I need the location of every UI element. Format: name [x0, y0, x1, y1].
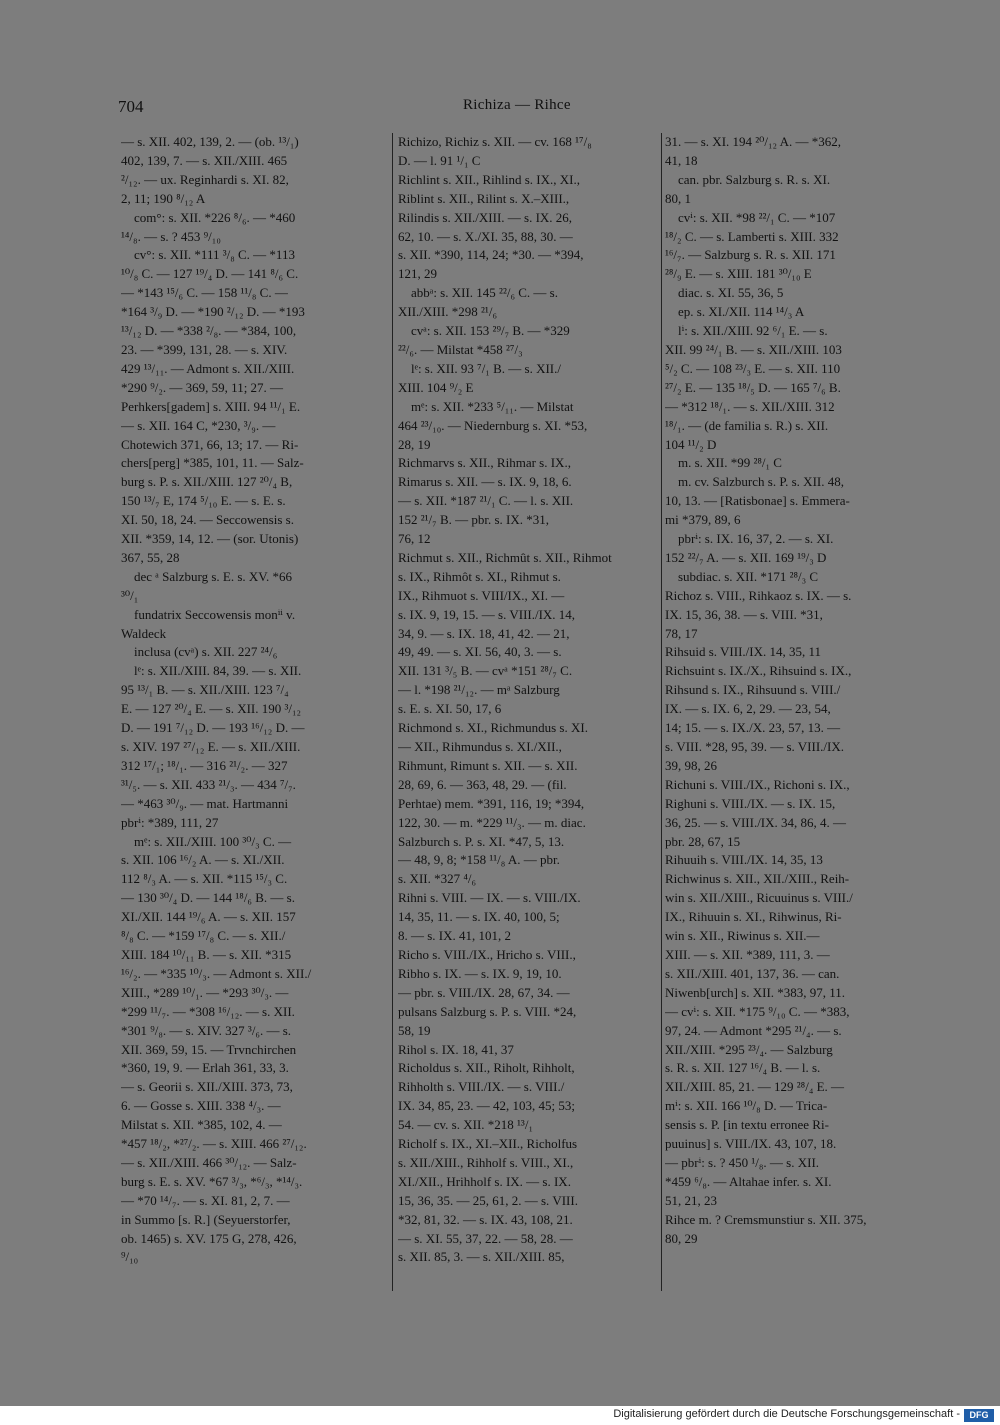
text-line: — *312 ¹⁸/₁. — s. XII./XIII. 312 [665, 398, 835, 414]
text-line: s. E. s. XI. 50, 17, 6 [398, 701, 502, 717]
text-line: XII. 99 ²⁴/₁ B. — s. XII./XIII. 103 [665, 341, 842, 357]
text-line: pbrⁱ: *389, 111, 27 [121, 814, 219, 830]
text-line: IX., Rihmuot s. VIII/IX., XI. — [398, 587, 565, 603]
text-line: *360, 19, 9. — Erlah 361, 33, 3. [121, 1060, 289, 1076]
text-line: s. IX., Rihmôt s. XI., Rihmut s. [398, 568, 561, 584]
text-line: burg s. P. s. XII./XIII. 127 ²⁰/₄ B, [121, 474, 293, 490]
text-line: s. XII. 106 ¹⁶/₂ A. — s. XI./XII. [121, 852, 285, 868]
text-line: Rihmunt, Rimunt s. XII. — s. XII. [398, 757, 578, 773]
footer-text: Digitalisierung gefördert durch die Deutsche Forschungsgemeinschaft - [613, 1408, 960, 1420]
text-line: ¹⁶/₇. — Salzburg s. R. s. XII. 171 [665, 247, 836, 263]
text-line: 121, 29 [398, 266, 437, 282]
text-line: XIII. 104 ⁹/₂ E [398, 379, 474, 395]
text-line: Richsuint s. IX./X., Rihsuind s. IX., [665, 663, 852, 679]
text-line: Waldeck [121, 625, 167, 641]
text-line: ³⁰/₁ [121, 587, 139, 603]
text-line: fundatrix Seccowensis monⁱⁱ v. [134, 606, 296, 622]
text-line: XII. *359, 14, 12. — (sor. Utonis) [121, 531, 299, 547]
text-line: XII. 131 ³/₅ B. — cvᵃ *151 ²⁸/₇ C. [398, 663, 573, 679]
text-line: 104 ¹¹/₂ D [665, 436, 717, 452]
text-line: inclusa (cvᵃ) s. XII. 227 ²⁴/₆ [134, 644, 278, 660]
text-line: ³¹/₅. — s. XII. 433 ²¹/₃. — 434 ⁷/₇. [121, 776, 296, 792]
text-line: ¹⁴/₈. — s. ? 453 ⁹/₁₀ [121, 228, 221, 244]
text-line: ¹⁰/₈ C. — 127 ¹⁹/₄ D. — 141 ⁸/₆ C. [121, 266, 299, 282]
text-line: Rihuuih s. VIII./IX. 14, 35, 13 [665, 852, 823, 868]
text-line: m. s. XII. *99 ²⁸/₁ C [678, 455, 782, 471]
text-line: Richuni s. VIII./IX., Richoni s. IX., [665, 776, 850, 792]
text-line: Rihsund s. IX., Rihsuund s. VIII./ [665, 682, 841, 698]
text-line: 14, 35, 11. — s. IX. 40, 100, 5; [398, 909, 560, 925]
text-line: 78, 17 [665, 625, 698, 641]
text-line: win s. XII./XIII., Ricuuinus s. VIII./ [665, 890, 853, 906]
text-line: 429 ¹³/₁₁. — Admont s. XII./XIII. [121, 360, 295, 376]
text-line: Richlint s. XII., Rihlind s. IX., XI., [398, 171, 580, 187]
text-line: ob. 1465) s. XV. 175 G, 278, 426, [121, 1230, 297, 1246]
text-line: Salzburch s. P. s. XI. *47, 5, 13. [398, 833, 565, 849]
text-line: com°: s. XII. *226 ⁸/₆. — *460 [134, 209, 296, 225]
text-line: D. — l. 91 ¹/₁ C [398, 152, 481, 168]
text-line: XIII., *289 ¹⁰/₁. — *293 ³⁰/₃. — [121, 984, 289, 1000]
text-line: 402, 139, 7. — s. XII./XIII. 465 [121, 152, 288, 168]
text-line: 39, 98, 26 [665, 757, 717, 773]
text-line: *290 ⁹/₂. — 369, 59, 11; 27. — [121, 379, 284, 395]
text-line: mi *379, 89, 6 [665, 512, 741, 528]
text-line: — l. *198 ²¹/₁₂. — mᵃ Salzburg [398, 682, 560, 698]
text-line: abbᵃ: s. XII. 145 ²²/₆ C. — s. [411, 285, 558, 301]
text-line: Richo s. VIII./IX., Hricho s. VIII., [398, 946, 576, 962]
text-line: *299 ¹¹/₇. — *308 ¹⁶/₁₂. — s. XII. [121, 1003, 295, 1019]
text-line: Rihsuid s. VIII./IX. 14, 35, 11 [665, 644, 821, 660]
text-line: Rihholth s. VIII./IX. — s. VIII./ [398, 1079, 565, 1095]
text-line: *164 ³/₉ D. — *190 ²/₁₂ D. — *193 [121, 304, 305, 320]
text-line: 464 ²³/₁₀. — Niedernburg s. XI. *53, [398, 417, 588, 433]
text-line: 23. — *399, 131, 28. — s. XIV. [121, 341, 288, 357]
text-line: Perhkers[gadem] s. XIII. 94 ¹¹/₁ E. [121, 398, 301, 414]
column-3 [665, 133, 923, 1248]
column-rule-left [392, 133, 393, 1291]
text-line: s. XII. 85, 3. — s. XII./XIII. 85, [398, 1249, 565, 1265]
text-line: 41, 18 [665, 152, 698, 168]
text-line: s. VIII. *28, 95, 39. — s. VIII./IX. [665, 739, 844, 754]
text-line: mᵉ: s. XII. *233 ⁵/₁₁. — Milstat [411, 398, 574, 414]
text-line: — s. XII. *187 ²¹/₁ C. — l. s. XII. [398, 493, 574, 509]
text-line: D. — 191 ⁷/₁₂ D. — 193 ¹⁶/₁₂ D. — [121, 720, 305, 736]
text-line: burg s. E. s. XV. *67 ³/₃, *⁶/₃, *¹⁴/₃. [121, 1173, 303, 1189]
text-line: Richmarvs s. XII., Rihmar s. IX., [398, 455, 571, 471]
text-line: 150 ¹³/₇ E, 174 ⁵/₁₀ E. — s. E. s. [121, 493, 286, 509]
text-line: — s. XI. 55, 37, 22. — 58, 28. — [398, 1230, 573, 1246]
text-line: puuinus] s. VIII./IX. 43, 107, 18. [665, 1136, 837, 1152]
text-line: — s. Georii s. XII./XIII. 373, 73, [121, 1079, 293, 1095]
text-line: XIII. — s. XII. *389, 111, 3. — [665, 946, 830, 962]
text-line: lᵉ: s. XII./XIII. 84, 39. — s. XII. [134, 663, 302, 679]
text-line: 36, 25. — s. VIII./IX. 34, 86, 4. — [665, 814, 847, 830]
text-line: — s. XII./XIII. 466 ³⁰/₁₂. — Salz- [121, 1154, 297, 1170]
text-line: E. — 127 ²⁰/₄ E. — s. XII. 190 ³/₁₂ [121, 701, 302, 717]
text-line: s. XII./XIII., Rihholf s. VIII., XI., [398, 1154, 574, 1170]
text-line: — *70 ¹⁴/₇. — s. XI. 81, 2, 7. — [121, 1192, 290, 1208]
text-line: subdiac. s. XII. *171 ²⁸/₃ C [678, 568, 819, 584]
text-line: Milstat s. XII. *385, 102, 4. — [121, 1117, 282, 1133]
text-line: m. cv. Salzburch s. P. s. XII. 48, [678, 474, 844, 490]
column-1 [121, 133, 386, 1267]
text-line: Rimarus s. XII. — s. IX. 9, 18, 6. [398, 474, 572, 490]
page-number: 704 [118, 97, 144, 116]
text-line: XIII. 184 ¹⁰/₁₁ B. — s. XII. *315 [121, 946, 292, 962]
text-line: ¹⁸/₁. — (de familia s. R.) s. XII. [665, 417, 829, 433]
text-line: 367, 55, 28 [121, 549, 180, 565]
text-line: — pbrⁱ: s. ? 450 ¹/₈. — s. XII. [665, 1154, 820, 1170]
text-line: 31. — s. XI. 194 ²⁰/₁₂ A. — *362, [665, 134, 841, 149]
text-line: ⁵/₂ C. — 108 ²³/₃ E. — s. XII. 110 [665, 360, 841, 376]
text-line: *32, 81, 32. — s. IX. 43, 108, 21. [398, 1211, 573, 1227]
digitization-footer [0, 1406, 1000, 1425]
text-line: ¹⁸/₂ C. — s. Lamberti s. XIII. 332 [665, 228, 839, 244]
text-line: s. XIV. 197 ²⁷/₁₂ E. — s. XII./XIII. [121, 739, 301, 754]
text-line: 6. — Gosse s. XIII. 338 ⁴/₃. — [121, 1098, 281, 1114]
text-line: 80, 1 [665, 190, 691, 206]
text-line: mᵉ: s. XII./XIII. 100 ³⁰/₃ C. — [134, 833, 292, 849]
text-line: cvᵃ: s. XII. 153 ²⁹/₇ B. — *329 [411, 323, 570, 339]
text-line: 54. — cv. s. XII. *218 ¹³/₁ [398, 1117, 533, 1133]
text-line: Chotewich 371, 66, 13; 17. — Ri- [121, 436, 299, 452]
text-line: mⁱ: s. XII. 166 ¹⁰/₈ D. — Trica- [665, 1098, 828, 1114]
text-line: 49, 49. — s. XI. 56, 40, 3. — s. [398, 644, 562, 660]
text-line: pulsans Salzburg s. P. s. VIII. *24, [398, 1003, 577, 1019]
text-line: — 48, 9, 8; *158 ¹¹/₈ A. — pbr. [398, 852, 560, 868]
text-line: s. XII. *327 ⁴/₆ [398, 871, 477, 887]
text-line: win s. XII., Riwinus s. XII.— [665, 928, 820, 944]
text-line: s. XII. *390, 114, 24; *30. — *394, [398, 247, 584, 263]
text-line: 122, 30. — m. *229 ¹¹/₃. — m. diac. [398, 814, 586, 830]
text-line: ²⁷/₂ E. — 135 ¹⁸/₅ D. — 165 ⁷/₆ B. [665, 379, 841, 395]
text-line: Perhtae) mem. *391, 116, 19; *394, [398, 795, 585, 811]
text-line: s. XII./XIII. 401, 137, 36. — can. [665, 965, 840, 981]
text-line: ⁹/₁₀ [121, 1249, 139, 1265]
text-line: lᵉ: s. XII. 93 ⁷/₁ B. — s. XII./ [411, 360, 561, 376]
text-line: XI. 50, 18, 24. — Seccowensis s. [121, 512, 294, 528]
text-line: 152 ²²/₇ A. — s. XII. 169 ¹⁹/₃ D [665, 549, 827, 565]
text-line: — pbr. s. VIII./IX. 28, 67, 34. — [398, 984, 570, 1000]
text-line: ¹⁶/₂. — *335 ¹⁰/₃. — Admont s. XII./ [121, 965, 312, 981]
text-line: XII./XIII. 85, 21. — 129 ²⁸/₄ E. — [665, 1079, 845, 1095]
text-line: Riblint s. XII., Rilint s. X.–XIII., [398, 190, 570, 206]
text-line: ²²/₆. — Milstat *458 ²⁷/₃ [398, 341, 523, 357]
text-line: 28, 19 [398, 436, 431, 452]
text-line: 152 ²¹/₇ B. — pbr. s. IX. *31, [398, 512, 549, 528]
text-line: 8. — s. IX. 41, 101, 2 [398, 928, 512, 944]
text-line: Rihni s. VIII. — IX. — s. VIII./IX. [398, 890, 581, 906]
text-line: *457 ¹⁸/₂, *²⁷/₂. — s. XIII. 466 ²⁷/₁₂. [121, 1136, 307, 1152]
text-line: Richmond s. XI., Richmundus s. XI. [398, 720, 588, 736]
text-line: Richolf s. IX., XI.–XII., Richolfus [398, 1136, 578, 1152]
text-line: ¹³/₁₂ D. — *338 ²/₈. — *384, 100, [121, 323, 297, 339]
text-line: — XII., Rihmundus s. XI./XII., [398, 739, 562, 754]
text-line: s. R. s. XII. 127 ¹⁶/₄ B. — l. s. [665, 1060, 821, 1076]
text-line: XII./XIII. *295 ²³/₄. — Salzburg [665, 1041, 833, 1057]
text-line: ²/₁₂. — ux. Reginhardi s. XI. 82, [121, 171, 289, 187]
text-line: 10, 13. — [Ratisbonae] s. Emmera- [665, 493, 850, 509]
text-line: cvⁱ: s. XII. *98 ²²/₁ C. — *107 [678, 209, 836, 225]
text-line: 58, 19 [398, 1022, 431, 1038]
text-line: chers[perg] *385, 101, 11. — Salz- [121, 455, 304, 471]
column-2 [398, 133, 660, 1267]
text-line: IX., Rihuuin s. XI., Rihwinus, Ri- [665, 909, 842, 925]
text-line: 112 ⁸/₃ A. — s. XII. *115 ¹⁵/₃ C. [121, 871, 288, 887]
text-line: 76, 12 [398, 531, 431, 547]
text-line: ²⁸/₉ E. — s. XIII. 181 ³⁰/₁₀ E [665, 266, 812, 282]
text-line: *301 ⁹/₈. — s. XIV. 327 ³/₆. — s. [121, 1022, 292, 1038]
text-line: in Summo [s. R.] (Seyuerstorfer, [121, 1211, 291, 1227]
running-head: Richiza — Rihce [463, 97, 571, 113]
text-line: pbrⁱ: s. IX. 16, 37, 2. — s. XI. [678, 531, 834, 547]
text-line: Ribho s. IX. — s. IX. 9, 19, 10. [398, 965, 562, 981]
text-line: 80, 29 [665, 1230, 698, 1246]
text-line: IX. 34, 85, 23. — 42, 103, 45; 53; [398, 1098, 575, 1114]
text-line: XII. 369, 59, 15. — Trvnchirchen [121, 1041, 297, 1057]
text-line: Rilindis s. XII./XIII. — s. IX. 26, [398, 209, 573, 225]
text-line: ⁸/₈ C. — *159 ¹⁷/₈ C. — s. XII./ [121, 928, 286, 944]
text-line: Niwenb[urch] s. XII. *383, 97, 11. [665, 984, 846, 1000]
text-line: Rihce m. ? Cremsmunstiur s. XII. 375, [665, 1211, 867, 1227]
text-line: 51, 21, 23 [665, 1192, 717, 1208]
text-line: Richmut s. XII., Richmût s. XII., Rihmot [398, 549, 612, 565]
text-line: 34, 9. — s. IX. 18, 41, 42. — 21, [398, 625, 570, 641]
text-line: — *463 ³⁰/₉. — mat. Hartmanni [121, 795, 289, 811]
text-line: IX. — s. IX. 6, 2, 29. — 23, 54, [665, 701, 831, 717]
text-line: 62, 10. — s. X./XI. 35, 88, 30. — [398, 228, 573, 244]
text-line: can. pbr. Salzburg s. R. s. XI. [678, 171, 831, 187]
text-line: Richoldus s. XII., Riholt, Rihholt, [398, 1060, 575, 1076]
text-line: ep. s. XI./XII. 114 ¹⁴/₃ A [678, 304, 805, 320]
text-line: Richwinus s. XII., XII./XIII., Reih- [665, 871, 850, 887]
text-line: 14; 15. — s. IX./X. 23, 57, 13. — [665, 720, 841, 736]
text-line: dec ᵃ Salzburg s. E. s. XV. *66 [134, 568, 292, 584]
text-line: 28, 69, 6. — 363, 48, 29. — (fil. [398, 776, 567, 792]
text-line: XI./XII., Hrihholf s. IX. — s. IX. [398, 1173, 571, 1189]
text-line: 15, 36, 35. — 25, 61, 2. — s. VIII. [398, 1192, 578, 1208]
text-line: — 130 ³⁰/₄ D. — 144 ¹⁸/₆ B. — s. [121, 890, 295, 906]
text-line: Richizo, Richiz s. XII. — cv. 168 ¹⁷/₈ [398, 134, 592, 149]
text-line: — s. XII. 164 C, *230, ³/₉. — [121, 417, 276, 433]
text-line: lⁱ: s. XII./XIII. 92 ⁶/₁ E. — s. [678, 323, 828, 339]
text-line: Righuni s. VIII./IX. — s. IX. 15, [665, 795, 836, 811]
text-line: Richoz s. VIII., Rihkaoz s. IX. — s. [665, 587, 852, 603]
text-line: sensis s. P. [in textu erronee Ri- [665, 1117, 829, 1133]
text-line: — cvⁱ: s. XII. *175 ⁹/₁₀ C. — *383, [665, 1003, 850, 1019]
text-line: XII./XIII. *298 ²¹/₆ [398, 304, 497, 320]
text-line: diac. s. XI. 55, 36, 5 [678, 285, 784, 301]
dfg-logo: DFG [964, 1409, 994, 1422]
text-line: s. IX. 9, 19, 15. — s. VIII./IX. 14, [398, 606, 576, 622]
text-line: — *143 ¹⁵/₆ C. — 158 ¹¹/₈ C. — [121, 285, 288, 301]
text-line: pbr. 28, 67, 15 [665, 833, 741, 849]
text-line: IX. 15, 36, 38. — s. VIII. *31, [665, 606, 823, 622]
text-line: *459 ⁶/₈. — Altahae infer. s. XI. [665, 1173, 832, 1189]
text-line: cv°: s. XII. *111 ³/₈ C. — *113 [134, 247, 295, 263]
text-line: Rihol s. IX. 18, 41, 37 [398, 1041, 514, 1057]
text-line: 95 ¹³/₁ B. — s. XII./XIII. 123 ⁷/₄ [121, 682, 289, 698]
text-line: XI./XII. 144 ¹⁹/₆ A. — s. XII. 157 [121, 909, 296, 925]
text-line: 97, 24. — Admont *295 ²¹/₄. — s. [665, 1022, 842, 1038]
text-line: — s. XII. 402, 139, 2. — (ob. ¹³/₁) [121, 134, 299, 149]
column-rule-right [661, 133, 662, 1291]
text-line: 2, 11; 190 ⁸/₁₂ A [121, 190, 206, 206]
text-line: 312 ¹⁷/₁; ¹⁸/₁. — 316 ²¹/₂. — 327 [121, 757, 288, 773]
